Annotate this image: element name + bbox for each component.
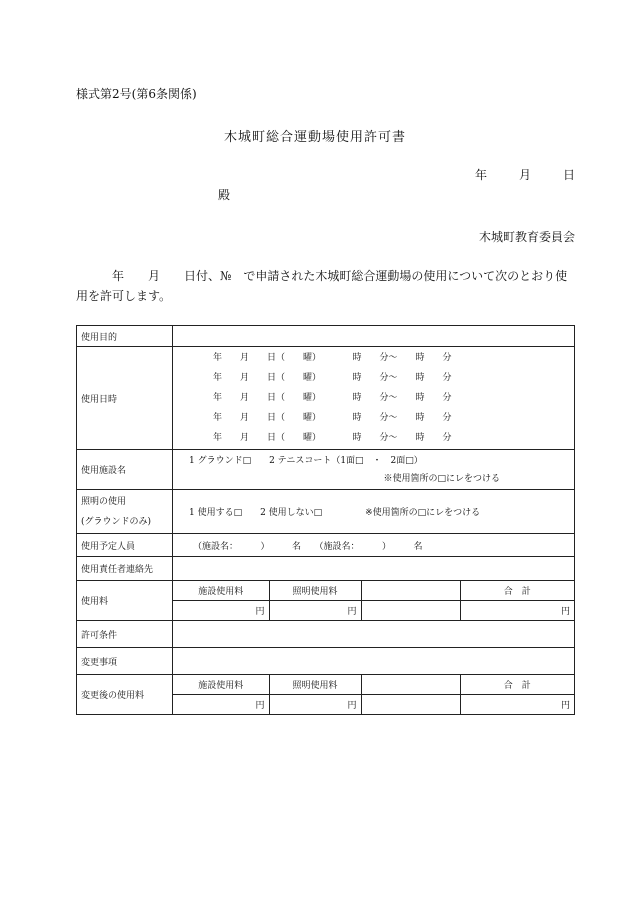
schedule-row: 年 月 日（ 曜） 時 分～ 時 分 xyxy=(213,393,452,403)
issuer: 木城町教育委員会 xyxy=(478,230,575,244)
contact-value xyxy=(173,557,575,581)
changed-fee-facility-yen: 円 xyxy=(173,695,269,715)
fee-blank-cell xyxy=(361,601,460,621)
date-month: 月 xyxy=(518,168,531,182)
date-year: 年 xyxy=(474,168,487,182)
purpose-value xyxy=(173,326,575,347)
document-title: 木城町総合運動場使用許可書 xyxy=(223,130,406,145)
date-day: 日 xyxy=(562,168,575,182)
people-value: （施設名： ） 名 （施設名： ） 名 xyxy=(173,534,575,557)
changes-label: 変更事項 xyxy=(77,648,173,675)
fee-facility-yen: 円 xyxy=(173,601,269,621)
schedule-row: 年 月 日（ 曜） 時 分～ 時 分 xyxy=(213,413,452,423)
fee-lighting-yen: 円 xyxy=(269,601,361,621)
datetime-value xyxy=(173,347,575,450)
addressee: 殿 xyxy=(218,188,231,202)
facility-label: 使用施設名 xyxy=(77,450,173,490)
permission-statement xyxy=(76,266,574,306)
fee-total-header: 合 計 xyxy=(460,581,574,601)
changed-fee-blank-header xyxy=(361,675,460,695)
lighting-value xyxy=(173,490,575,534)
lighting-note: ※使用箇所の□にレをつける xyxy=(365,508,481,518)
facility-value xyxy=(173,450,575,490)
permission-text: 年 月 日付、№ で申請された木城町総合運動場の使用について次のとおり使用を許可します。 xyxy=(76,269,568,303)
fee-blank-header xyxy=(361,581,460,601)
schedule-row: 年 月 日（ 曜） 時 分～ 時 分 xyxy=(213,353,452,363)
conditions-value xyxy=(173,621,575,648)
changed-fee-total-yen: 円 xyxy=(560,701,570,711)
lighting-sublabel: (グラウンドのみ) xyxy=(81,516,152,527)
changed-fee-lighting-yen: 円 xyxy=(269,695,361,715)
changed-fee-label: 変更後の使用料 xyxy=(77,675,173,715)
fee-label: 使用料 xyxy=(77,581,173,621)
conditions-label: 許可条件 xyxy=(77,621,173,648)
facility-note: ※使用箇所の□にレをつける xyxy=(383,473,500,484)
issue-date xyxy=(443,166,575,183)
datetime-label: 使用日時 xyxy=(77,347,173,450)
lighting-options: 1 使用する□ 2 使用しない□ xyxy=(189,508,323,518)
permit-table xyxy=(76,325,575,715)
changes-value xyxy=(173,648,575,675)
schedule-row: 年 月 日（ 曜） 時 分～ 時 分 xyxy=(213,373,452,383)
schedule-row: 年 月 日（ 曜） 時 分～ 時 分 xyxy=(213,433,452,443)
fee-grid xyxy=(173,581,575,621)
changed-fee-grid xyxy=(173,675,575,715)
changed-fee-blank-cell xyxy=(361,695,460,715)
changed-fee-lighting-header: 照明使用料 xyxy=(269,675,361,695)
lighting-label-cell xyxy=(77,490,173,534)
facility-options: 1 グラウンド□ 2 テニスコート（1面□ ・ 2面□） xyxy=(189,455,423,466)
purpose-label: 使用目的 xyxy=(77,326,173,347)
changed-fee-facility-header: 施設使用料 xyxy=(173,675,269,695)
fee-facility-header: 施設使用料 xyxy=(173,581,269,601)
form-number: 様式第2号(第6条関係) xyxy=(76,87,197,101)
contact-label: 使用責任者連絡先 xyxy=(77,557,173,581)
lighting-label: 照明の使用 xyxy=(81,496,127,507)
people-label: 使用予定人員 xyxy=(77,534,173,557)
fee-lighting-header: 照明使用料 xyxy=(269,581,361,601)
changed-fee-total-header: 合 計 xyxy=(460,675,574,695)
fee-total-yen: 円 xyxy=(560,607,570,617)
